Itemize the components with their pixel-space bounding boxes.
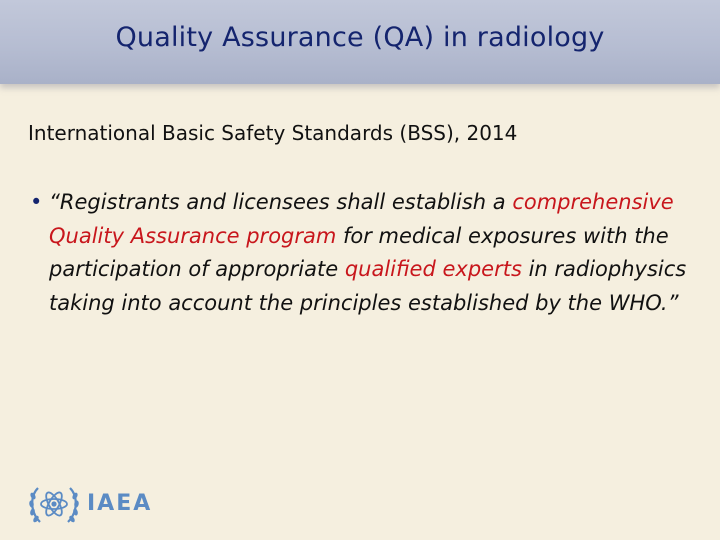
quote-segment: for medical exposures with the participation of appropriate: [49, 223, 669, 281]
bullet-marker: •: [30, 190, 43, 214]
quote-highlight-qa-program: comprehensive Quality Assurance program: [49, 190, 674, 248]
quote-text: [49, 186, 704, 320]
iaea-logo-text: IAEA: [87, 491, 153, 516]
quote-segment: in radiophysics taking into account the principles established by the WHO.”: [49, 257, 687, 315]
title-bar: [0, 0, 720, 84]
slide-title: Quality Assurance (QA) in radiology: [115, 22, 605, 53]
slide-subtitle: International Basic Safety Standards (BSS), 2014: [28, 121, 518, 145]
iaea-logo: [26, 480, 166, 528]
iaea-emblem-icon: [26, 480, 82, 528]
quote-segment: “Registrants and licensees shall establish a: [49, 190, 513, 214]
quote-highlight-qualified-experts: qualified experts: [344, 257, 522, 281]
quote-bullet: [24, 186, 704, 320]
